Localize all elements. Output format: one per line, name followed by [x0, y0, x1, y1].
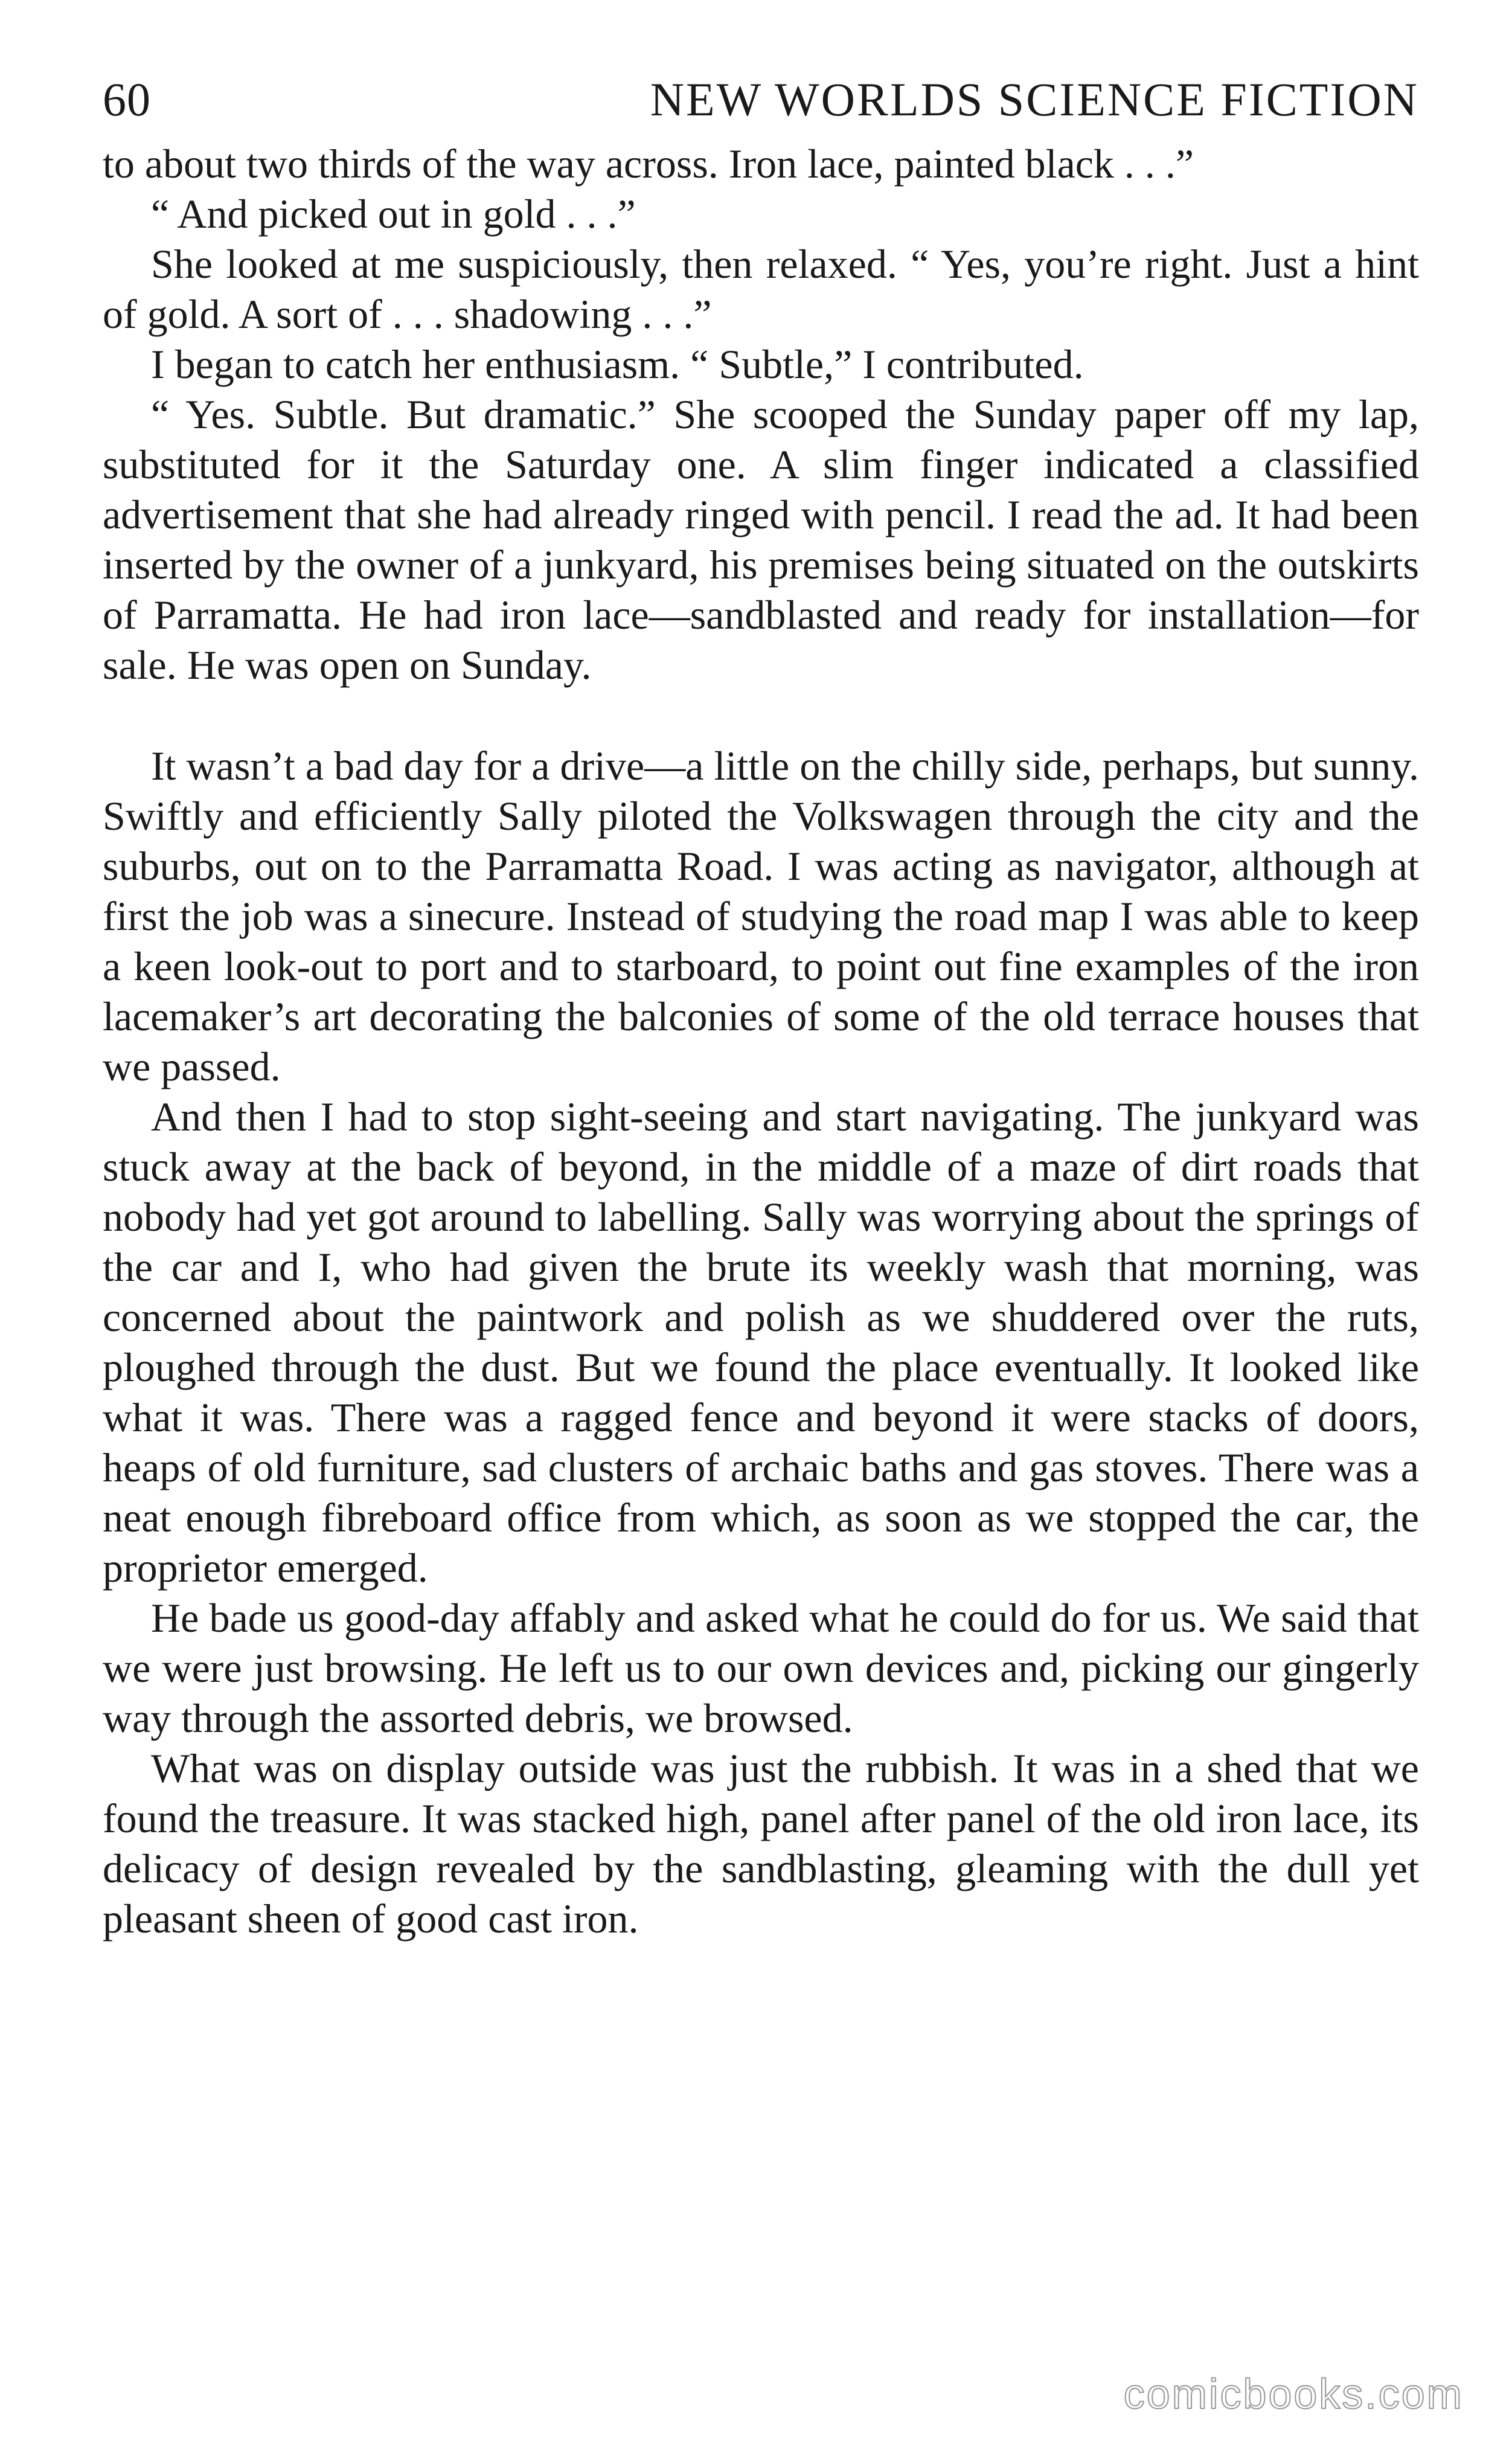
paragraph: “ And picked out in gold . . .” [151, 191, 636, 237]
paragraph: I began to catch her enthusiasm. “ Subtle,” I contributed. [151, 341, 1084, 387]
page-number: 60 [103, 73, 151, 126]
book-page [103, 72, 1419, 1944]
paragraph: What was on display outside was just the rubbish. It was in a shed that we found the treasure. It was stacked high, panel after panel of the old iron lace, its delicacy of design revealed by the sandblasting, gleaming with the dull yet pleasant sheen of good cast iron. [103, 1745, 1419, 1942]
site-watermark: comicbooks.com [1123, 2370, 1464, 2417]
paragraph: “ Yes. Subtle. But dramatic.” She scooped the Sunday paper off my lap, substituted for it the Saturday one. A slim finger indicated a classified advertisement that she had already ringed with pencil. I read the ad. It had been inserted by the owner of a junkyard, his premises being situated on the outskirts of Parramatta. He had iron lace—sandblasted and ready for installation—for sale. He was open on Sunday. [103, 391, 1419, 688]
paragraph: to about two thirds of the way across. Iron lace, painted black . . .” [103, 141, 1194, 187]
story-text [103, 139, 1419, 1944]
paragraph: And then I had to stop sight-seeing and start navigating. The junkyard was stuck away at the back of beyond, in the middle of a maze of dirt roads that nobody had yet got around to labelling. Sally was worrying about the springs of the car and I, who had given the brute its weekly wash that morning, was concerned about the paintwork and polish as we shuddered over the ruts, ploughed through the dust. But we found the place eventually. It looked like what it was. There was a ragged fence and beyond it were stacks of doors, heaps of old furniture, sad clusters of archaic baths and gas stoves. There was a neat enough fibreboard office from which, as soon as we stopped the car, the proprietor emerged. [103, 1094, 1419, 1591]
running-header [103, 72, 1419, 139]
paragraph: It wasn’t a bad day for a drive—a little on the chilly side, perhaps, but sunny. Swiftly and efficiently Sally piloted the Volkswagen through the city and the suburbs, out on to the Parramatta Road. I was acting as navigator, although at first the job was a sinecure. Instead of studying the road map I was able to keep a keen look-out to port and to starboard, to point out fine examples of the iron lacemaker’s art decorating the balconies of some of the old terrace houses that we passed. [103, 743, 1419, 1089]
section-break [103, 690, 1419, 741]
paragraph: She looked at me suspiciously, then relaxed. “ Yes, you’re right. Just a hint of gold. A sort of . . . shadowing . . .” [103, 241, 1419, 337]
running-title: NEW WORLDS SCIENCE FICTION [650, 73, 1419, 126]
paragraph: He bade us good-day affably and asked what he could do for us. We said that we were just browsing. He left us to our own devices and, picking our gingerly way through the assorted debris, we browsed. [103, 1595, 1419, 1741]
